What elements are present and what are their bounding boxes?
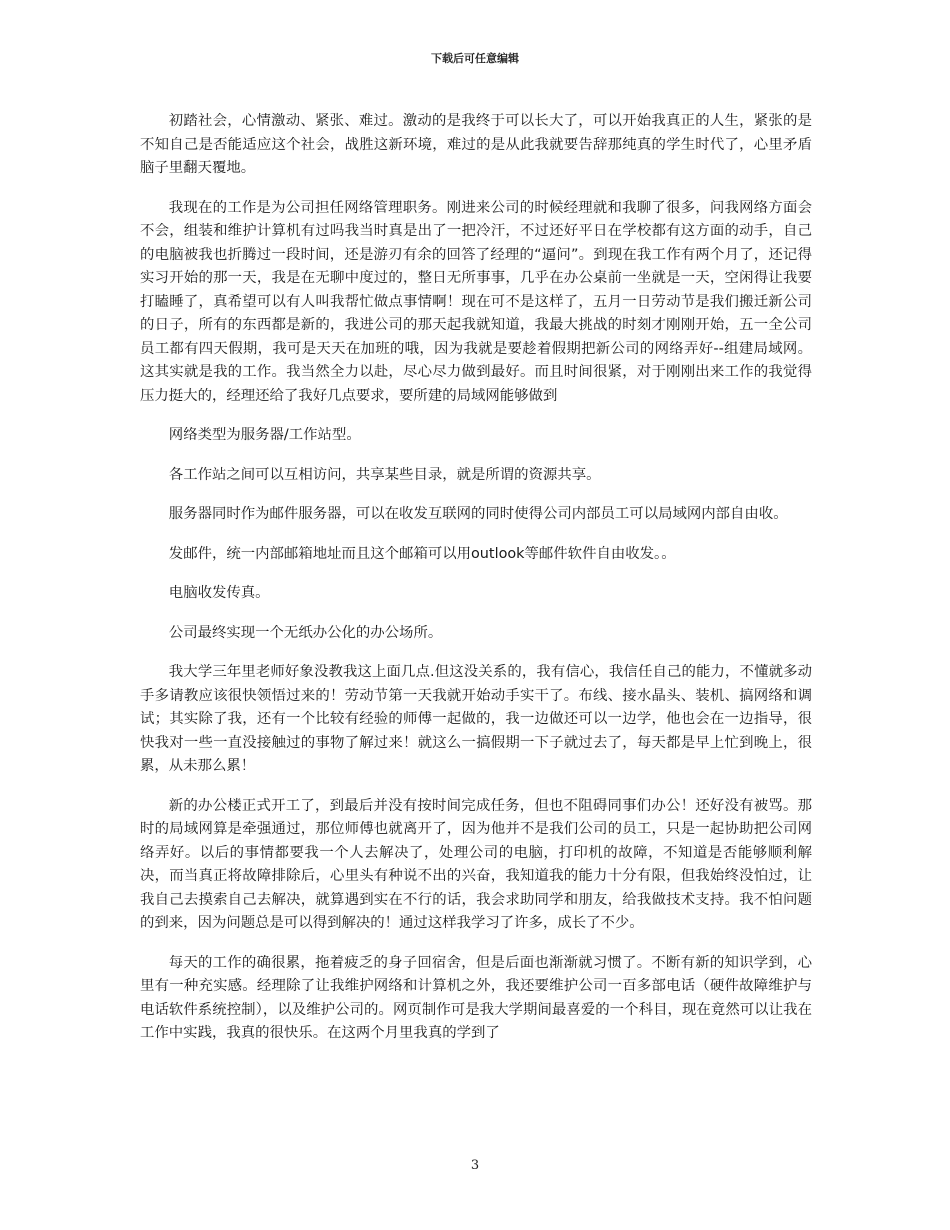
paragraph: 各工作站之间可以互相访问，共享某些目录，就是所谓的资源共享。	[168, 466, 601, 483]
paragraph: 服务器同时作为邮件服务器，可以在收发互联网的同时使得公司内部员工可以局域网内部自由收。	[168, 506, 788, 522]
page-number: 3	[470, 1158, 480, 1173]
paragraph: 电脑收发传真。	[168, 585, 270, 601]
page-header: 下载后可任意编辑	[431, 52, 519, 65]
paragraph: 我大学三年里老师好象没教我这上面几点.但这没关系的，我有信心，我信任自己的能力，不懂就多动手多请教应该很快领悟过来的！劳动节第一天我就开始动手实干了。布线、接水晶头、装机、搞网络和调试；其实除了我，还有一个比较有经验的师傅一起做的，我一边做还可以一边学，他也会在一边指导，很快我对一些一直没接触过的事物了解过来！就这么一搞假期一下子就过去了，每天都是早上忙到晚上，很累，从未那么累！	[140, 664, 812, 774]
document-body	[140, 110, 812, 1062]
paragraph: 公司最终实现一个无纸办公化的办公场所。	[168, 624, 443, 641]
paragraph: 网络类型为服务器/工作站型。	[168, 427, 361, 443]
paragraph: 初踏社会，心情激动、紧张、难过。激动的是我终于可以长大了，可以开始我真正的人生，紧张的是不知自己是否能适应这个社会，战胜这新环境，难过的是从此我就要告辞那纯真的学生时代了，心里矛盾脑子里翻天覆地。	[140, 113, 812, 176]
paragraph: 新的办公楼正式开工了，到最后并没有按时间完成任务，但也不阻碍同事们办公！还好没有被骂。那时的局域网算是牵强通过，那位师傅也就离开了，因为他并不是我们公司的员工，只是一起协助把公司网络弄好。以后的事情都要我一个人去解决了，处理公司的电脑，打印机的故障，不知道是否能够顺利解决，而当真正将故障排除后，心里头有种说不出的兴奋，我知道我的能力十分有限，但我始终没怕过，让我自己去摸索自己去解决，就算遇到实在不行的话，我会求助同学和朋友，给我做技术支持。我不怕问题的到来，因为问题总是可以得到解决的！通过这样我学习了许多，成长了不少。	[140, 797, 812, 931]
paragraph: 我现在的工作是为公司担任网络管理职务。刚进来公司的时候经理就和我聊了很多，问我网络方面会不会，组装和维护计算机有过吗我当时真是出了一把冷汗，不过还好平日在学校都有这方面的动手，自己的电脑被我也折腾过一段时间，还是游刃有余的回答了经理的“逼问”。到现在我工作有两个月了，还记得实习开始的那一天，我是在无聊中度过的，整日无所事事，几乎在办公桌前一坐就是一天，空闲得让我要打瞌睡了，真希望可以有人叫我帮忙做点事情啊！现在可不是这样了，五月一日劳动节是我们搬迁新公司的日子，所有的东西都是新的，我进公司的那天起我就知道，我最大挑战的时刻才刚刚开始，五一全公司员工都有四天假期，我可是天天在加班的哦，因为我就是要趁着假期把新公司的网络弄好--组建局域网。这其实就是我的工作。我当然全力以赴，尽心尽力做到最好。而且时间很紧，对于刚刚出来工作的我觉得压力挺大的，经理还给了我好几点要求，要所建的局域网能够做到	[140, 199, 812, 404]
paragraph: 每天的工作的确很累，拖着疲乏的身子回宿舍，但是后面也渐渐就习惯了。不断有新的知识学到，心里有一种充实感。经理除了让我维护网络和计算机之外，我还要维护公司一百多部电话（硬件故障维护与电话软件系统控制），以及维护公司的。网页制作可是我大学期间最喜爱的一个科目，现在竟然可以让我在工作中实践，我真的很快乐。在这两个月里我真的学到了	[140, 954, 812, 1041]
paragraph: 发邮件，统一内部邮箱地址而且这个邮箱可以用outlook等邮件软件自由收发。。	[168, 545, 676, 562]
